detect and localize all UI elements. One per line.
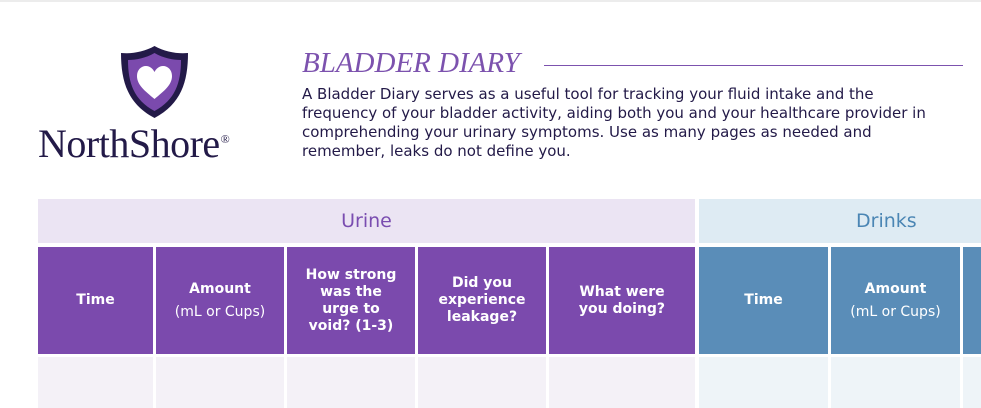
logo-wordmark: NorthShore® [38,121,230,166]
northshore-logo [38,44,278,164]
col-drinks-more [963,247,981,354]
urine-group-header: Urine [38,199,695,243]
table-cell[interactable] [549,357,695,408]
table-cell[interactable] [963,357,981,408]
col-drinks-amount: Amount (mL or Cups) [831,247,960,354]
table-cell[interactable] [38,357,153,408]
col-leakage: Did you experience leakage? [418,247,546,354]
col-drinks-time: Time [699,247,828,354]
table-cell[interactable] [699,357,828,408]
col-urge-strength: How strong was the urge to void? (1-3) [287,247,415,354]
shield-heart-icon [118,44,191,120]
col-activity: What were you doing? [549,247,695,354]
col-urine-time: Time [38,247,153,354]
table-cell[interactable] [418,357,546,408]
drinks-group-header: Drinks [699,199,981,243]
table-cell[interactable] [156,357,284,408]
col-urine-amount: Amount (mL or Cups) [156,247,284,354]
page-title: BLADDER DIARY [302,47,520,79]
intro-paragraph: A Bladder Diary serves as a useful tool for tracking your fluid intake and the frequency of your bladder activity, aiding both you and your healthcare provider in comprehending your urinary symptoms. Use as many pages as needed and remember, leaks do not define you. [302,85,926,160]
table-cell[interactable] [287,357,415,408]
title-divider [544,65,963,66]
top-border [0,0,981,2]
table-cell[interactable] [831,357,960,408]
